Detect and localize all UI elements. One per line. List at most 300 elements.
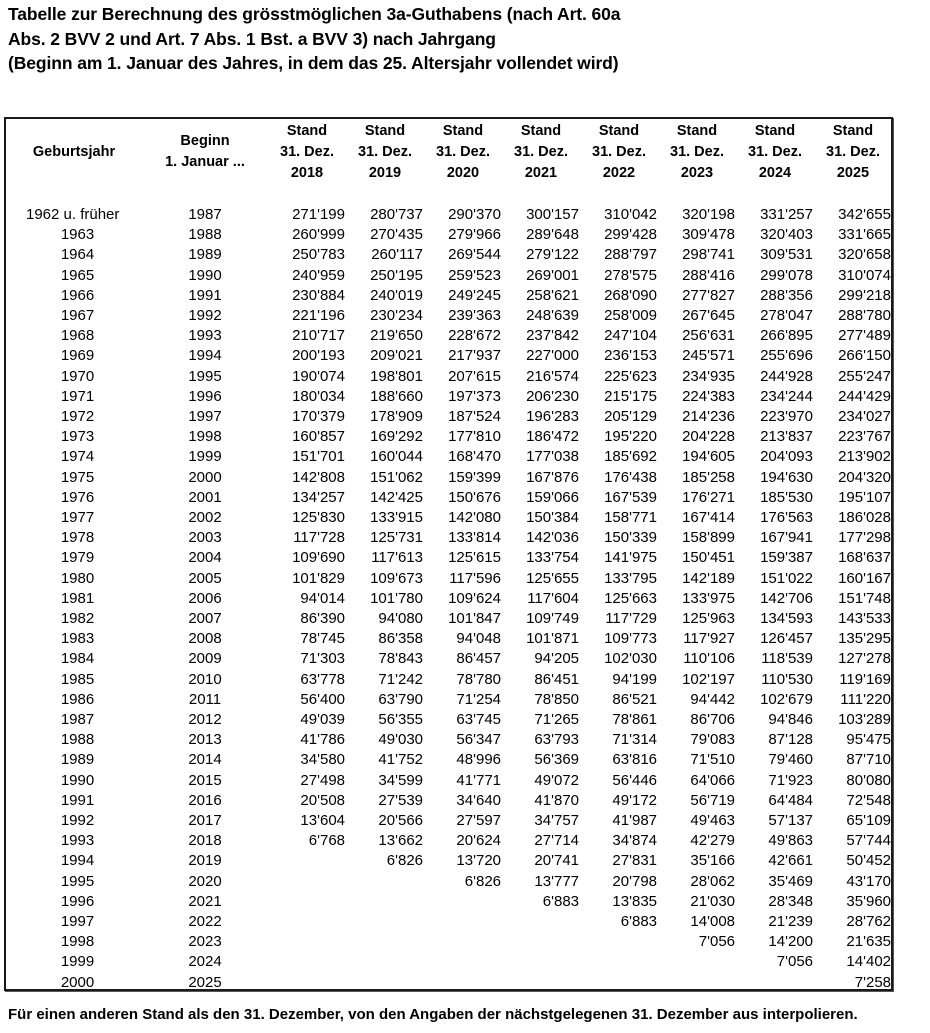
table-row <box>0 670 900 690</box>
begin-year-cell: 2024 <box>188 953 222 971</box>
value-cell-2020: 217'937 <box>448 347 501 365</box>
begin-year-cell: 2019 <box>188 852 222 870</box>
value-cell-2024: 110'530 <box>761 670 813 688</box>
value-cell-2018: 63'778 <box>300 670 345 688</box>
birth-year-cell: 1962 u. früher <box>26 206 120 223</box>
value-cell-2024: 28'348 <box>768 892 813 910</box>
value-cell-2020: 27'597 <box>456 812 501 829</box>
header-stand-2021: Stand 31. Dez. 2021 <box>514 123 568 181</box>
value-cell-2024: 134'593 <box>760 610 813 627</box>
value-cell-2020: 78'780 <box>456 670 501 688</box>
table-row <box>0 932 900 952</box>
table-row <box>0 589 900 609</box>
value-cell-2022: 117'729 <box>605 610 657 627</box>
value-cell-2025: 103'289 <box>838 711 891 728</box>
value-cell-2025: 87'710 <box>846 751 891 769</box>
value-cell-2025: 35'960 <box>846 892 891 910</box>
begin-year-cell: 2008 <box>188 630 222 648</box>
value-cell-2018: 142'808 <box>292 468 345 486</box>
begin-year-cell: 2005 <box>188 569 222 587</box>
value-cell-2021: 159'066 <box>526 488 579 506</box>
value-cell-2020: 177'810 <box>448 428 501 446</box>
value-cell-2018: 180'034 <box>292 387 345 405</box>
table-row <box>0 488 900 508</box>
value-cell-2021: 20'741 <box>534 852 579 870</box>
value-cell-2022: 310'042 <box>604 206 657 223</box>
footnote: Für einen anderen Stand als den 31. Dezember, von den Angaben der nächstgelegenen 31. Dezember aus interpolieren. <box>8 1006 858 1023</box>
value-cell-2023: 28'062 <box>690 872 735 890</box>
begin-year-cell: 2000 <box>188 468 222 486</box>
title-line-2: Abs. 2 BVV 2 und Art. 7 Abs. 1 Bst. a BVV 3) nach Jahrgang <box>8 28 496 49</box>
value-cell-2019: 198'801 <box>370 367 423 385</box>
value-cell-2018: 56'400 <box>300 690 345 708</box>
value-cell-2025: 7'258 <box>854 973 891 991</box>
value-cell-2024: 102'679 <box>760 690 813 708</box>
value-cell-2021: 289'648 <box>526 226 579 244</box>
value-cell-2021: 86'451 <box>534 670 579 688</box>
value-cell-2020: 279'966 <box>448 226 501 244</box>
value-cell-2022: 215'175 <box>604 387 657 405</box>
value-cell-2019: 13'662 <box>378 832 423 850</box>
birth-year-cell: 1985 <box>60 670 95 688</box>
value-cell-2023: 49'463 <box>690 812 735 829</box>
birth-year-cell: 2000 <box>60 973 95 991</box>
begin-year-cell: 2011 <box>188 690 222 708</box>
begin-year-cell: 2017 <box>188 812 222 829</box>
begin-year-cell: 1996 <box>188 387 222 405</box>
value-cell-2021: 150'384 <box>526 509 579 526</box>
value-cell-2021: 300'157 <box>526 206 579 223</box>
value-cell-2020: 109'624 <box>448 589 501 607</box>
value-cell-2020: 71'254 <box>456 690 501 708</box>
table-row <box>0 569 900 589</box>
value-cell-2023: 158'899 <box>682 529 735 547</box>
value-cell-2019: 71'242 <box>378 670 423 688</box>
value-cell-2024: 126'457 <box>760 630 813 648</box>
table-row <box>0 306 900 326</box>
value-cell-2020: 142'080 <box>448 509 501 526</box>
value-cell-2022: 109'773 <box>604 630 657 648</box>
value-cell-2018: 109'690 <box>292 549 345 567</box>
table-row <box>0 811 900 831</box>
value-cell-2024: 87'128 <box>768 731 813 749</box>
value-cell-2024: 194'630 <box>760 468 813 486</box>
value-cell-2019: 56'355 <box>378 711 423 728</box>
value-cell-2023: 185'258 <box>682 468 735 486</box>
value-cell-2023: 142'189 <box>682 569 735 587</box>
value-cell-2022: 167'539 <box>604 488 657 506</box>
value-cell-2018: 94'014 <box>300 589 345 607</box>
table-row <box>0 750 900 770</box>
table-row <box>0 447 900 467</box>
birth-year-cell: 1967 <box>60 307 95 324</box>
begin-year-cell: 2003 <box>188 529 222 547</box>
value-cell-2025: 255'247 <box>838 367 891 385</box>
value-cell-2019: 94'080 <box>378 610 423 627</box>
value-cell-2022: 34'874 <box>612 832 657 850</box>
value-cell-2025: 168'637 <box>838 549 891 567</box>
value-cell-2021: 41'870 <box>534 791 579 809</box>
value-cell-2019: 209'021 <box>370 347 423 365</box>
value-cell-2018: 41'786 <box>300 731 345 749</box>
title-line-3: (Beginn am 1. Januar des Jahres, in dem das 25. Altersjahr vollendet wird) <box>8 53 619 73</box>
value-cell-2020: 249'245 <box>448 286 501 304</box>
begin-year-cell: 2013 <box>188 731 222 749</box>
value-cell-2018: 260'999 <box>292 226 345 244</box>
value-cell-2019: 151'062 <box>370 468 423 486</box>
value-cell-2020: 56'347 <box>456 731 501 749</box>
value-cell-2023: 7'056 <box>698 933 735 951</box>
value-cell-2019: 41'752 <box>378 751 423 769</box>
value-cell-2022: 141'975 <box>604 549 657 567</box>
table-row <box>0 225 900 245</box>
value-cell-2020: 48'996 <box>456 751 501 769</box>
value-cell-2018: 78'745 <box>300 630 345 648</box>
value-cell-2024: 57'137 <box>768 812 813 829</box>
value-cell-2024: 142'706 <box>760 589 813 607</box>
value-cell-2023: 309'478 <box>682 226 735 244</box>
begin-year-cell: 1997 <box>188 408 222 425</box>
value-cell-2023: 267'645 <box>682 307 735 324</box>
value-cell-2018: 200'193 <box>292 347 345 365</box>
value-cell-2021: 269'001 <box>526 266 579 284</box>
value-cell-2020: 168'470 <box>448 448 501 466</box>
value-cell-2022: 247'104 <box>604 327 657 345</box>
value-cell-2022: 20'798 <box>612 872 657 890</box>
value-cell-2021: 78'850 <box>534 690 579 708</box>
birth-year-cell: 1974 <box>60 448 95 466</box>
value-cell-2018: 230'884 <box>292 286 345 304</box>
begin-year-cell: 2001 <box>188 488 222 506</box>
begin-year-cell: 1995 <box>188 367 222 385</box>
header-stand-2024: Stand 31. Dez. 2024 <box>748 123 802 181</box>
value-cell-2025: 135'295 <box>838 630 891 648</box>
birth-year-cell: 1966 <box>60 286 95 304</box>
value-cell-2019: 86'358 <box>378 630 423 648</box>
birth-year-cell: 1975 <box>60 468 95 486</box>
value-cell-2025: 204'320 <box>838 468 891 486</box>
value-cell-2018: 86'390 <box>300 610 345 627</box>
begin-year-cell: 1994 <box>188 347 222 365</box>
birth-year-cell: 1964 <box>60 246 95 264</box>
value-cell-2024: 14'200 <box>768 933 813 951</box>
value-cell-2018: 250'783 <box>292 246 345 264</box>
value-cell-2024: 185'530 <box>760 488 813 506</box>
value-cell-2025: 80'080 <box>846 771 891 789</box>
value-cell-2018: 13'604 <box>300 812 345 829</box>
value-cell-2024: 79'460 <box>768 751 813 769</box>
value-cell-2025: 320'658 <box>838 246 891 264</box>
table-row <box>0 730 900 750</box>
birth-year-cell: 1990 <box>60 771 95 789</box>
table-row <box>0 609 900 629</box>
value-cell-2024: 309'531 <box>760 246 813 264</box>
value-cell-2018: 240'959 <box>292 266 345 284</box>
value-cell-2019: 63'790 <box>378 690 423 708</box>
value-cell-2020: 187'524 <box>448 408 501 425</box>
value-cell-2020: 197'373 <box>448 387 501 405</box>
begin-year-cell: 2025 <box>188 973 222 991</box>
header-birth-year: Geburtsjahr <box>32 144 116 160</box>
document-title <box>8 2 620 76</box>
value-cell-2022: 27'831 <box>612 852 657 870</box>
value-cell-2023: 150'451 <box>682 549 735 567</box>
value-cell-2025: 160'167 <box>838 569 891 587</box>
birth-year-cell: 1987 <box>60 711 95 728</box>
table-row <box>0 912 900 932</box>
value-cell-2024: 244'928 <box>760 367 813 385</box>
table-row <box>0 468 900 488</box>
value-cell-2021: 186'472 <box>526 428 579 446</box>
value-cell-2025: 119'169 <box>839 670 891 688</box>
value-cell-2025: 195'107 <box>838 488 891 506</box>
value-cell-2019: 169'292 <box>370 428 423 446</box>
value-cell-2024: 278'047 <box>760 307 813 324</box>
value-cell-2020: 159'399 <box>448 468 501 486</box>
birth-year-cell: 1995 <box>60 872 95 890</box>
value-cell-2024: 151'022 <box>760 569 813 587</box>
value-cell-2021: 258'621 <box>526 286 579 304</box>
value-cell-2025: 65'109 <box>846 812 891 829</box>
value-cell-2019: 219'650 <box>370 327 423 345</box>
value-cell-2022: 268'090 <box>604 286 657 304</box>
value-cell-2024: 320'403 <box>760 226 813 244</box>
value-cell-2025: 342'655 <box>838 206 891 223</box>
table-row <box>0 367 900 387</box>
value-cell-2023: 14'008 <box>690 913 735 930</box>
value-cell-2018: 6'768 <box>308 832 345 850</box>
header-stand-2019: Stand 31. Dez. 2019 <box>358 123 412 181</box>
value-cell-2023: 256'631 <box>682 327 735 345</box>
table-row <box>0 407 900 427</box>
begin-year-cell: 1988 <box>188 226 222 244</box>
value-cell-2025: 266'150 <box>838 347 891 365</box>
begin-year-cell: 2009 <box>188 650 222 668</box>
value-cell-2020: 228'672 <box>448 327 501 345</box>
value-cell-2025: 310'074 <box>838 266 891 284</box>
value-cell-2021: 196'283 <box>526 408 579 425</box>
value-cell-2018: 190'074 <box>292 367 345 385</box>
table-row <box>0 427 900 447</box>
begin-year-cell: 1989 <box>188 246 222 264</box>
birth-year-cell: 1973 <box>60 428 95 446</box>
table-row <box>0 326 900 346</box>
table-row <box>0 508 900 528</box>
header-stand-2025: Stand 31. Dez. 2025 <box>826 123 880 181</box>
birth-year-cell: 1982 <box>60 610 95 627</box>
value-cell-2019: 133'915 <box>370 509 423 526</box>
value-cell-2020: 125'615 <box>448 549 501 567</box>
value-cell-2025: 95'475 <box>846 731 891 749</box>
value-cell-2022: 71'314 <box>612 731 657 749</box>
value-cell-2024: 255'696 <box>760 347 813 365</box>
birth-year-cell: 1978 <box>60 529 95 547</box>
table-row <box>0 286 900 306</box>
value-cell-2023: 245'571 <box>682 347 735 365</box>
value-cell-2021: 167'876 <box>526 468 579 486</box>
birth-year-cell: 1993 <box>60 832 95 850</box>
value-cell-2022: 102'030 <box>604 650 657 668</box>
value-cell-2022: 299'428 <box>604 226 657 244</box>
table-row <box>0 346 900 366</box>
value-cell-2018: 71'303 <box>300 650 345 668</box>
table-row <box>0 387 900 407</box>
value-cell-2024: 159'387 <box>760 549 813 567</box>
begin-year-cell: 2014 <box>188 751 222 769</box>
birth-year-cell: 1997 <box>60 913 95 930</box>
value-cell-2020: 101'847 <box>448 610 501 627</box>
value-cell-2021: 56'369 <box>534 751 579 769</box>
value-cell-2024: 213'837 <box>760 428 813 446</box>
value-cell-2019: 250'195 <box>370 266 423 284</box>
value-cell-2023: 320'198 <box>682 206 735 223</box>
birth-year-cell: 1979 <box>60 549 95 567</box>
value-cell-2020: 63'745 <box>456 711 501 728</box>
value-cell-2018: 134'257 <box>292 488 345 506</box>
value-cell-2025: 151'748 <box>838 589 891 607</box>
value-cell-2022: 236'153 <box>604 347 657 365</box>
value-cell-2018: 117'728 <box>293 529 345 547</box>
value-cell-2023: 277'827 <box>682 286 735 304</box>
value-cell-2022: 225'623 <box>604 367 657 385</box>
birth-year-cell: 1981 <box>60 589 95 607</box>
value-cell-2019: 280'737 <box>370 206 423 223</box>
value-cell-2022: 185'692 <box>604 448 657 466</box>
value-cell-2023: 21'030 <box>690 892 735 910</box>
value-cell-2023: 234'935 <box>682 367 735 385</box>
value-cell-2023: 42'279 <box>690 832 735 850</box>
begin-year-cell: 1992 <box>188 307 222 324</box>
value-cell-2020: 239'363 <box>448 307 501 324</box>
value-cell-2020: 269'544 <box>448 246 501 264</box>
value-cell-2025: 50'452 <box>846 852 891 870</box>
value-cell-2025: 14'402 <box>846 953 891 971</box>
value-cell-2019: 260'117 <box>371 246 423 264</box>
table-row <box>0 690 900 710</box>
birth-year-cell: 1996 <box>60 892 95 910</box>
value-cell-2025: 43'170 <box>846 872 891 890</box>
value-cell-2019: 101'780 <box>370 589 423 607</box>
table-row <box>0 528 900 548</box>
birth-year-cell: 1969 <box>60 347 95 365</box>
begin-year-cell: 2006 <box>188 589 222 607</box>
value-cell-2022: 6'883 <box>620 913 657 930</box>
value-cell-2024: 49'863 <box>768 832 813 850</box>
value-cell-2021: 63'793 <box>534 731 579 749</box>
value-cell-2025: 143'533 <box>838 610 891 627</box>
birth-year-cell: 1963 <box>60 226 95 244</box>
value-cell-2023: 71'510 <box>690 751 735 769</box>
value-cell-2022: 288'797 <box>604 246 657 264</box>
value-cell-2020: 133'814 <box>448 529 501 547</box>
table-row <box>0 851 900 871</box>
value-cell-2023: 35'166 <box>690 852 735 870</box>
value-cell-2024: 35'469 <box>768 872 813 890</box>
header-stand-2020: Stand 31. Dez. 2020 <box>436 123 490 181</box>
table-row <box>0 548 900 568</box>
value-cell-2018: 160'857 <box>292 428 345 446</box>
header-begin: Beginn 1. Januar ... <box>165 133 245 170</box>
value-cell-2023: 102'197 <box>682 670 735 688</box>
value-cell-2023: 64'066 <box>690 771 735 789</box>
value-cell-2018: 210'717 <box>292 327 345 345</box>
value-cell-2023: 214'236 <box>682 408 735 425</box>
begin-year-cell: 2002 <box>188 509 222 526</box>
table-row <box>0 872 900 892</box>
value-cell-2024: 7'056 <box>776 953 813 971</box>
value-cell-2021: 206'230 <box>526 387 579 405</box>
begin-year-cell: 2016 <box>188 791 222 809</box>
value-cell-2019: 27'539 <box>378 791 423 809</box>
value-cell-2019: 142'425 <box>370 488 423 506</box>
begin-year-cell: 2021 <box>188 892 222 910</box>
title-line-1: Tabelle zur Berechnung des grösstmöglichen 3a-Guthabens (nach Art. 60a <box>8 4 621 24</box>
value-cell-2018: 27'498 <box>300 771 345 789</box>
birth-year-cell: 1984 <box>60 650 95 668</box>
value-cell-2022: 195'220 <box>604 428 657 446</box>
value-cell-2025: 223'767 <box>838 428 891 446</box>
value-cell-2023: 117'927 <box>683 630 735 648</box>
birth-year-cell: 1968 <box>60 327 95 345</box>
value-cell-2019: 49'030 <box>378 731 423 749</box>
value-cell-2024: 266'895 <box>760 327 813 345</box>
value-cell-2020: 13'720 <box>456 852 501 870</box>
value-cell-2024: 64'484 <box>768 791 813 809</box>
value-cell-2018: 170'379 <box>292 408 345 425</box>
value-cell-2022: 41'987 <box>612 812 657 829</box>
value-cell-2020: 86'457 <box>456 650 501 668</box>
value-cell-2021: 125'655 <box>526 569 579 587</box>
value-cell-2021: 142'036 <box>526 529 579 547</box>
value-cell-2021: 27'714 <box>534 832 579 850</box>
value-cell-2021: 227'000 <box>526 347 579 365</box>
birth-year-cell: 1976 <box>60 488 95 506</box>
value-cell-2022: 258'009 <box>604 307 657 324</box>
value-cell-2021: 279'122 <box>526 246 579 264</box>
birth-year-cell: 1971 <box>60 387 95 405</box>
value-cell-2022: 49'172 <box>612 791 657 809</box>
value-cell-2025: 277'489 <box>838 327 891 345</box>
value-cell-2024: 42'661 <box>768 852 813 870</box>
birth-year-cell: 1998 <box>60 933 95 951</box>
table-row <box>0 205 900 225</box>
birth-year-cell: 1991 <box>60 791 95 809</box>
value-cell-2022: 125'663 <box>604 589 657 607</box>
value-cell-2022: 86'521 <box>612 690 657 708</box>
value-cell-2020: 34'640 <box>456 791 501 809</box>
birth-year-cell: 1965 <box>60 266 95 284</box>
value-cell-2019: 109'673 <box>370 569 423 587</box>
value-cell-2023: 204'228 <box>682 428 735 446</box>
value-cell-2023: 298'741 <box>682 246 735 264</box>
value-cell-2020: 117'596 <box>449 569 501 587</box>
value-cell-2025: 331'665 <box>838 226 891 244</box>
value-cell-2022: 13'835 <box>612 892 657 910</box>
value-cell-2020: 290'370 <box>448 206 501 223</box>
value-cell-2024: 234'244 <box>760 387 813 405</box>
value-cell-2018: 125'830 <box>292 509 345 526</box>
value-cell-2020: 150'676 <box>448 488 501 506</box>
value-cell-2018: 20'508 <box>300 791 345 809</box>
value-cell-2022: 63'816 <box>612 751 657 769</box>
value-cell-2025: 111'220 <box>840 690 891 708</box>
begin-year-cell: 2018 <box>188 832 222 850</box>
table-row <box>0 710 900 730</box>
header-stand-2023: Stand 31. Dez. 2023 <box>670 123 724 181</box>
value-cell-2024: 223'970 <box>760 408 813 425</box>
table-row <box>0 771 900 791</box>
birth-year-cell: 1983 <box>60 630 95 648</box>
